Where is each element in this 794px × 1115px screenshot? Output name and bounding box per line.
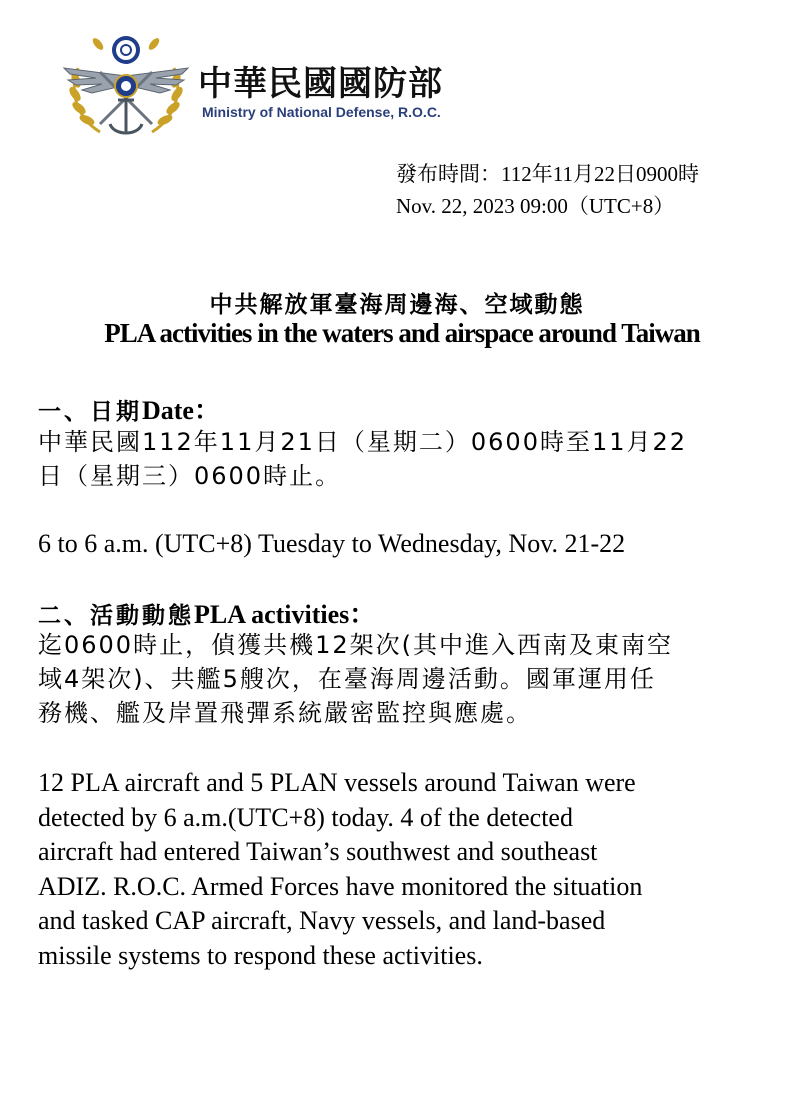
release-time xyxy=(396,158,699,222)
title-zh: 中共解放軍臺海周邊海、空域動態 xyxy=(209,292,585,318)
section-date-zh-text xyxy=(38,425,784,493)
activities-en-line: aircraft had entered Taiwan’s southwest and southeast xyxy=(38,837,598,866)
ministry-name-zh: 中華民國國防部 xyxy=(198,64,443,104)
activities-zh-line: 迄0600時止，偵獲共機12架次(其中進入西南及東南空 xyxy=(38,631,673,659)
mnd-emblem-icon xyxy=(56,28,196,146)
activities-en-line: ADIZ. R.O.C. Armed Forces have monitored the situation xyxy=(38,871,643,901)
activities-zh-line: 域4架次)、共艦5艘次，在臺海周邊活動。國軍運用任 xyxy=(38,665,656,693)
date-zh-line: 日（星期三）0600時止。 xyxy=(38,462,342,490)
activities-zh-line: 務機、艦及岸置飛彈系統嚴密監控與應處。 xyxy=(38,699,532,727)
date-en-line: 6 to 6 a.m. (UTC+8) Tuesday to Wednesday, Nov. 21-22 xyxy=(38,529,626,558)
activities-en-line: detected by 6 a.m.(UTC+8) today. 4 of the detected xyxy=(38,802,573,832)
section-activities-en-text xyxy=(38,766,784,973)
activities-en-line: missile systems to respond these activities. xyxy=(38,940,483,970)
activities-en-line: and tasked CAP aircraft, Navy vessels, and land-based xyxy=(38,906,606,935)
ministry-name-en: Ministry of National Defense, R.O.C. xyxy=(202,104,441,120)
section-date-heading-zh: 一、日期 xyxy=(38,399,142,425)
section-activities-heading-zh: 二、活動動態 xyxy=(38,603,194,629)
release-time-en: Nov. 22, 2023 09:00（UTC+8） xyxy=(396,194,675,218)
section-date-heading xyxy=(38,390,220,427)
release-time-zh: 發布時間：112年11月22日0900時 xyxy=(396,162,699,186)
section-activities-heading-en: PLA activities： xyxy=(194,600,376,629)
activities-en-line: 12 PLA aircraft and 5 PLAN vessels around Taiwan were xyxy=(38,768,636,797)
section-activities-heading xyxy=(38,594,375,631)
section-activities-zh-text xyxy=(38,628,784,730)
section-date-en-text xyxy=(38,527,784,562)
title-en: PLA activities in the waters and airspace around Taiwan xyxy=(104,318,700,348)
date-zh-line: 中華民國112年11月21日（星期二）0600時至11月22 xyxy=(38,428,688,456)
section-date-heading-en: Date： xyxy=(142,396,220,425)
